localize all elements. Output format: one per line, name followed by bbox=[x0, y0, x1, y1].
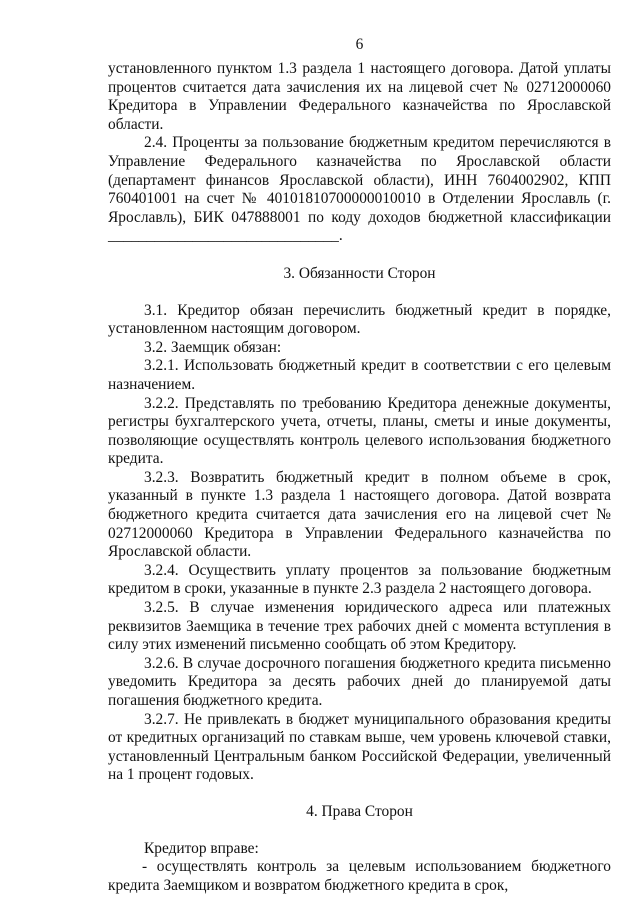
paragraph-4-control-item: - осуществлять контроль за целевым использованием бюджетного кредита Заемщиком и возвратом бюджетного кредита в срок, bbox=[108, 858, 611, 894]
paragraph-3-2: 3.2. Заемщик обязан: bbox=[144, 338, 282, 356]
paragraph-3-2-3: 3.2.3. Возвратить бюджетный кредит в полном объеме в срок, указанный в пункте 1.3 раздела 1 настоящего договора. Датой возврата бюджетного кредита считается дата зачисления его на лицевой счет № 02712000060 Кредитора в Управлении Федерального казначейства по Ярославской области. bbox=[108, 468, 611, 561]
paragraph-3-2-1: 3.2.1. Использовать бюджетный кредит в соответствии с его целевым назначением. bbox=[108, 357, 611, 393]
paragraph-3-2-2: 3.2.2. Представлять по требованию Кредитора денежные документы, регистры бухгалтерского учета, отчеты, планы, сметы и иные документы, позволяющие осуществлять контроль целевого использования бюджетного кредита. bbox=[108, 394, 611, 468]
section-4-title: 4. Права Сторон bbox=[306, 802, 413, 820]
paragraph-3-2-5: 3.2.5. В случае изменения юридического адреса или платежных реквизитов Заемщика в течение трех рабочих дней с момента вступления в силу этих изменений письменно сообщать об этом Кредитору. bbox=[108, 599, 611, 654]
page-number: 6 bbox=[355, 36, 364, 53]
paragraph-4-creditor-rights: Кредитор вправе: bbox=[144, 839, 259, 857]
paragraph-3-2-7: 3.2.7. Не привлекать в бюджет муниципального образования кредиты от кредитных организаций по ставкам выше, чем уровень ключевой ставки, установленный Центральным банком Российской Федерации, увеличенный на 1 процент годовых. bbox=[108, 710, 611, 784]
document-page bbox=[108, 36, 611, 895]
paragraph-2-4: 2.4. Проценты за пользование бюджетным кредитом перечисляются в Управление Федерального казначейства по Ярославской области (департамент финансов Ярославской области), ИНН 7604002902, КПП 760401001 на счет № 40101810700000010010 в Отделении Ярославль (г. Ярославль), БИК 047888001 по коду доходов бюджетной классификации ______________________________. bbox=[108, 134, 611, 245]
paragraph-3-2-6: 3.2.6. В случае досрочного погашения бюджетного кредита письменно уведомить Кредитора за десять рабочих дней до планируемой даты погашения бюджетного кредита. bbox=[108, 654, 611, 709]
paragraph-3-2-4: 3.2.4. Осуществить уплату процентов за пользование бюджетным кредитом в сроки, указанные в пункте 2.3 раздела 2 настоящего договора. bbox=[108, 561, 611, 598]
paragraph-3-1: 3.1. Кредитор обязан перечислить бюджетный кредит в порядке, установленном настоящим договором. bbox=[108, 301, 611, 338]
paragraph-2-3-continuation: установленного пунктом 1.3 раздела 1 настоящего договора. Датой уплаты процентов считается дата зачисления их на лицевой счет № 02712000060 Кредитора в Управлении Федерального казначейства по Ярославской области. bbox=[108, 60, 611, 133]
section-3-title: 3. Обязанности Сторон bbox=[283, 264, 436, 282]
